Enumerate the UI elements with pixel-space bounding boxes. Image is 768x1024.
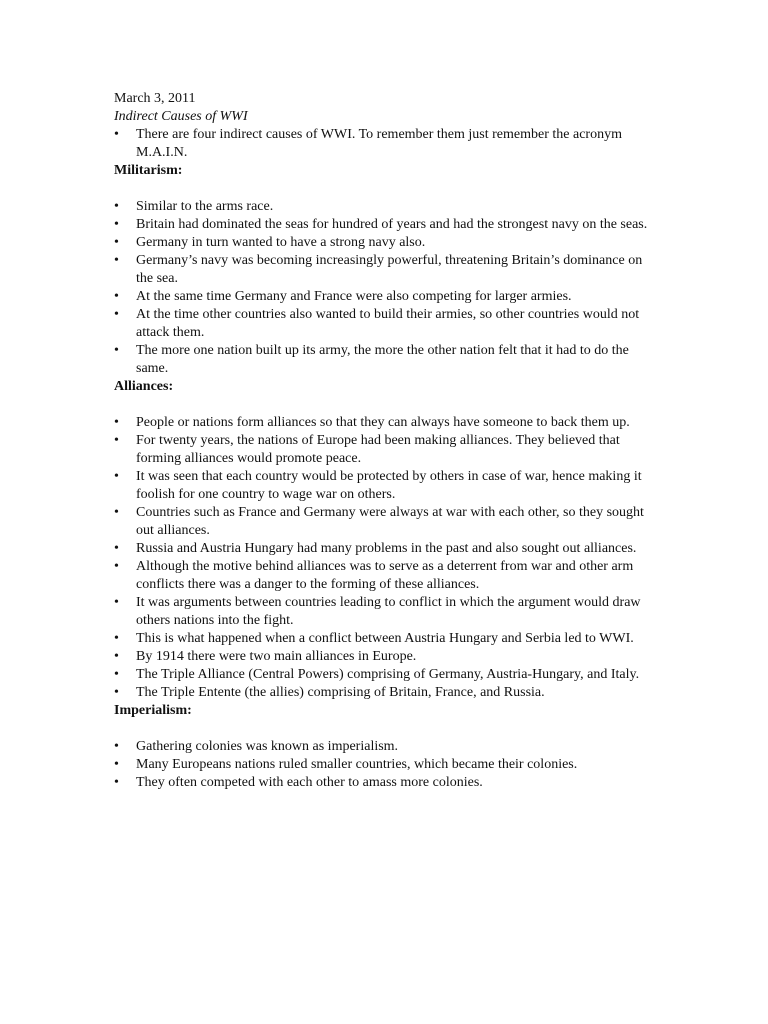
document-date: March 3, 2011 bbox=[114, 91, 196, 106]
list-item-text: For twenty years, the nations of Europe had been making alliances. They believed that forming alliances would promote peace. bbox=[136, 433, 620, 466]
bullet-icon: • bbox=[114, 469, 119, 484]
bullet-icon: • bbox=[114, 199, 119, 214]
bullet-icon: • bbox=[114, 253, 119, 268]
bullet-icon: • bbox=[114, 649, 119, 664]
bullet-icon: • bbox=[114, 757, 119, 772]
list-item bbox=[114, 288, 659, 306]
spacer bbox=[114, 720, 659, 738]
list-item-text: By 1914 there were two main alliances in Europe. bbox=[136, 649, 417, 664]
section-heading-imperialism: Imperialism: bbox=[114, 703, 192, 718]
list-item-text: Many Europeans nations ruled smaller countries, which became their colonies. bbox=[136, 757, 578, 772]
section-heading-militarism: Militarism: bbox=[114, 163, 183, 178]
list-item bbox=[114, 216, 659, 234]
list-item-text: Germany’s navy was becoming increasingly powerful, threatening Britain’s dominance on the sea. bbox=[136, 253, 643, 286]
spacer bbox=[114, 180, 659, 198]
list-item bbox=[114, 756, 659, 774]
list-item bbox=[114, 126, 659, 162]
bullet-icon: • bbox=[114, 685, 119, 700]
list-item-text: Similar to the arms race. bbox=[136, 199, 274, 214]
bullet-icon: • bbox=[114, 739, 119, 754]
list-item-text: People or nations form alliances so that they can always have someone to back them up. bbox=[136, 415, 630, 430]
bullet-icon: • bbox=[114, 667, 119, 682]
list-item-text: At the time other countries also wanted to build their armies, so other countries would not attack them. bbox=[136, 307, 640, 340]
list-item bbox=[114, 432, 659, 468]
list-item-text: It was arguments between countries leading to conflict in which the argument would draw others nations into the fight. bbox=[136, 595, 641, 628]
list-item bbox=[114, 306, 659, 342]
list-item bbox=[114, 666, 659, 684]
list-item-text: They often competed with each other to amass more colonies. bbox=[136, 775, 483, 790]
list-item bbox=[114, 630, 659, 648]
section-heading-alliances: Alliances: bbox=[114, 379, 174, 394]
bullet-icon: • bbox=[114, 127, 119, 142]
list-item bbox=[114, 684, 659, 702]
list-item bbox=[114, 198, 659, 216]
list-item bbox=[114, 468, 659, 504]
list-item bbox=[114, 252, 659, 288]
list-item bbox=[114, 738, 659, 756]
bullet-icon: • bbox=[114, 775, 119, 790]
bullet-icon: • bbox=[114, 433, 119, 448]
bullet-icon: • bbox=[114, 559, 119, 574]
list-item-text: Although the motive behind alliances was to serve as a deterrent from war and other arm conflicts there was a danger to the forming of these alliances. bbox=[136, 559, 634, 592]
document-subtitle: Indirect Causes of WWI bbox=[114, 109, 248, 124]
list-item bbox=[114, 558, 659, 594]
bullet-icon: • bbox=[114, 289, 119, 304]
list-item-text: It was seen that each country would be protected by others in case of war, hence making it foolish for one country to wage war on others. bbox=[136, 469, 642, 502]
spacer bbox=[114, 396, 659, 414]
list-item bbox=[114, 594, 659, 630]
list-item-text: Russia and Austria Hungary had many problems in the past and also sought out alliances. bbox=[136, 541, 637, 556]
bullet-icon: • bbox=[114, 505, 119, 520]
bullet-icon: • bbox=[114, 217, 119, 232]
list-item bbox=[114, 774, 659, 792]
bullet-icon: • bbox=[114, 595, 119, 610]
list-item bbox=[114, 540, 659, 558]
militarism-list bbox=[114, 198, 659, 378]
list-item-text: This is what happened when a conflict between Austria Hungary and Serbia led to WWI. bbox=[136, 631, 634, 646]
list-item bbox=[114, 414, 659, 432]
bullet-icon: • bbox=[114, 343, 119, 358]
bullet-icon: • bbox=[114, 415, 119, 430]
list-item bbox=[114, 234, 659, 252]
list-item-text: The more one nation built up its army, the more the other nation felt that it had to do the same. bbox=[136, 343, 629, 376]
list-item-text: The Triple Entente (the allies) comprising of Britain, France, and Russia. bbox=[136, 685, 545, 700]
list-item-text: Britain had dominated the seas for hundred of years and had the strongest navy on the seas. bbox=[136, 217, 648, 232]
list-item-text: The Triple Alliance (Central Powers) comprising of Germany, Austria-Hungary, and Italy. bbox=[136, 667, 640, 682]
list-item-text: Germany in turn wanted to have a strong navy also. bbox=[136, 235, 426, 250]
intro-list bbox=[114, 126, 659, 162]
bullet-icon: • bbox=[114, 631, 119, 646]
alliances-list bbox=[114, 414, 659, 702]
bullet-icon: • bbox=[114, 307, 119, 322]
list-item-text: At the same time Germany and France were also competing for larger armies. bbox=[136, 289, 572, 304]
imperialism-list bbox=[114, 738, 659, 792]
list-item bbox=[114, 342, 659, 378]
list-item-text: Countries such as France and Germany were always at war with each other, so they sought out alliances. bbox=[136, 505, 644, 538]
list-item-text: Gathering colonies was known as imperialism. bbox=[136, 739, 399, 754]
bullet-icon: • bbox=[114, 235, 119, 250]
list-item-text: There are four indirect causes of WWI. To remember them just remember the acronym M.A.I.N. bbox=[136, 127, 622, 160]
list-item bbox=[114, 648, 659, 666]
bullet-icon: • bbox=[114, 541, 119, 556]
document-body bbox=[114, 90, 659, 792]
list-item bbox=[114, 504, 659, 540]
